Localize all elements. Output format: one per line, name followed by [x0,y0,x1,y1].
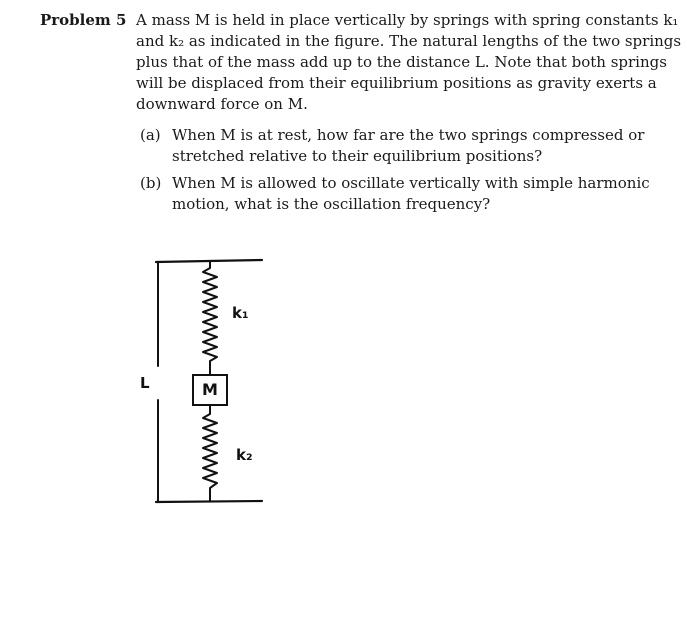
problem-line: downward force on M. [136,95,308,113]
part-a-line: stretched relative to their equilibrium positions? [172,147,543,165]
spring-mass-figure [140,248,280,518]
part-b-line: When M is allowed to oscillate vertically with simple harmonic [172,174,650,192]
problem-statement [40,10,682,221]
problem-header [40,10,682,115]
spring-top [203,261,217,374]
problem-line: plus that of the mass add up to the distance L. Note that both springs [136,53,667,71]
part-b-line: motion, what is the oscillation frequency? [172,195,491,213]
problem-label: Problem 5 [40,11,127,29]
part-b-label: (b) [140,174,162,192]
problem-body [136,10,682,115]
floor-line [156,501,262,502]
length-label: L [140,374,150,392]
problem-parts [140,125,660,215]
problem-line: A mass M is held in place vertically by springs with spring constants k₁ [136,11,679,29]
part-a-label: (a) [140,126,161,144]
problem-line: and k₂ as indicated in the figure. The natural lengths of the two springs [136,32,682,50]
problem-line: will be displaced from their equilibrium positions as gravity exerts a [136,74,657,92]
spring-bottom [203,406,217,501]
part-a [140,125,660,167]
mass-block: M [192,374,228,406]
spring-bottom-label: k₂ [236,446,253,464]
part-b [140,173,660,215]
part-a-line: When M is at rest, how far are the two springs compressed or [172,126,645,144]
spring-top-label: k₁ [232,304,249,322]
